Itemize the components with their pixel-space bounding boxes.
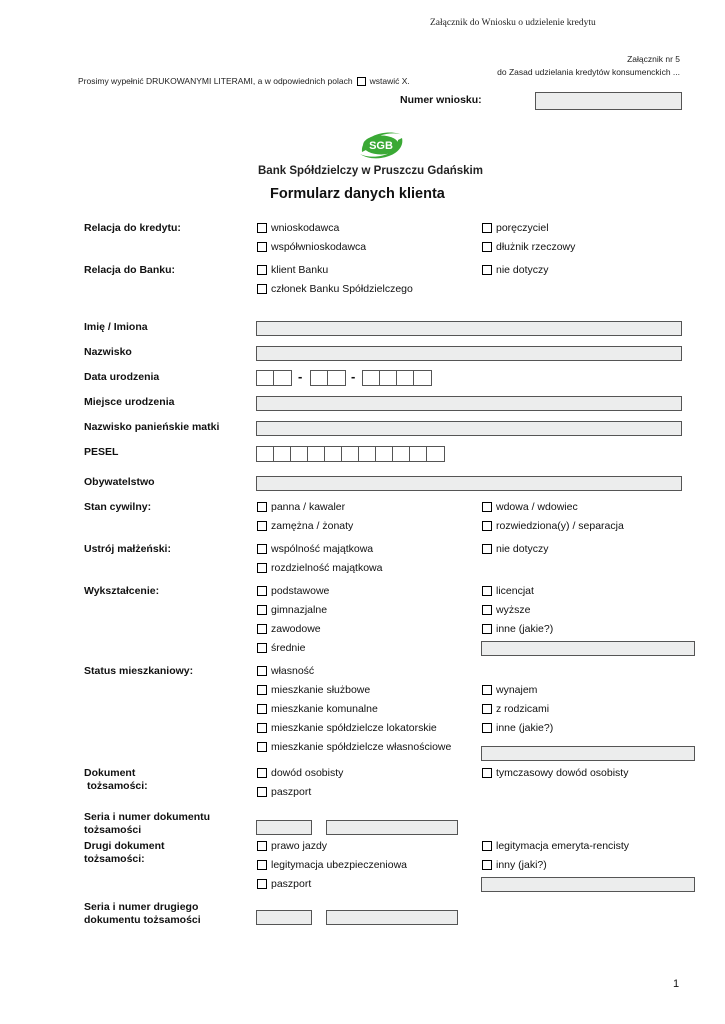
checkbox[interactable] [257, 841, 267, 851]
checkbox[interactable] [482, 841, 492, 851]
option-czlonek-banku[interactable]: członek Banku Spółdzielczego [257, 283, 413, 295]
label-nazwisko: Nazwisko [84, 346, 132, 358]
checkbox[interactable] [257, 586, 267, 596]
checkbox[interactable] [482, 624, 492, 634]
checkbox[interactable] [257, 768, 267, 778]
annex-line: Załącznik do Wniosku o udzielenie kredytu [430, 18, 596, 28]
checkbox[interactable] [257, 544, 267, 554]
label-nazwisko-matki: Nazwisko panieńskie matki [84, 421, 220, 433]
miejsce-urodzenia-field[interactable] [256, 396, 682, 411]
option-paszport[interactable]: paszport [257, 786, 311, 798]
checkbox[interactable] [482, 521, 492, 531]
request-number-label: Numer wniosku: [400, 94, 482, 106]
sgb-logo [352, 124, 412, 171]
checkbox[interactable] [482, 605, 492, 615]
option-zawodowe[interactable]: zawodowe [257, 623, 321, 635]
checkbox[interactable] [257, 284, 267, 294]
label-dokument: Dokument tożsamości: [84, 767, 148, 792]
checkbox[interactable] [257, 502, 267, 512]
inne-wyksztalcenie-field[interactable] [481, 641, 695, 656]
label-ustroj: Ustrój małżeński: [84, 543, 171, 555]
label-status-mieszkaniowy: Status mieszkaniowy: [84, 665, 194, 677]
option-paszport-drugi[interactable]: paszport [257, 878, 311, 890]
annex-rules: do Zasad udzielania kredytów konsumenckich ... [497, 67, 680, 77]
option-wlasnosc[interactable]: własność [257, 665, 314, 677]
date-separator-1: - [298, 369, 303, 384]
checkbox[interactable] [482, 685, 492, 695]
option-legitymacja-emeryta[interactable]: legitymacja emeryta-rencisty [482, 840, 629, 852]
checkbox[interactable] [257, 605, 267, 615]
inny-dokument-field[interactable] [481, 877, 695, 892]
option-panna-kawaler[interactable]: panna / kawaler [257, 501, 345, 513]
seria-drugiego-field[interactable] [256, 910, 312, 925]
checkbox[interactable] [257, 879, 267, 889]
option-klient-banku[interactable]: klient Banku [257, 264, 328, 276]
option-wspolwnioskodawca[interactable]: współwnioskodawca [257, 241, 366, 253]
option-spoldzielcze-wlasnosciowe[interactable]: mieszkanie spółdzielcze własnościowe [257, 741, 451, 753]
imie-field[interactable] [256, 321, 682, 336]
checkbox[interactable] [257, 685, 267, 695]
page-number: 1 [673, 978, 680, 990]
checkbox[interactable] [257, 742, 267, 752]
nazwisko-field[interactable] [256, 346, 682, 361]
option-tymczasowy-dowod[interactable]: tymczasowy dowód osobisty [482, 767, 628, 779]
request-number-field[interactable] [535, 92, 682, 110]
label-miejsce-urodzenia: Miejsce urodzenia [84, 396, 175, 408]
label-obywatelstwo: Obywatelstwo [84, 476, 155, 488]
label-stan-cywilny: Stan cywilny: [84, 501, 152, 513]
label-drugi-dokument: Drugi dokument tożsamości: [84, 840, 165, 865]
checkbox[interactable] [482, 242, 492, 252]
label-data-urodzenia: Data urodzenia [84, 371, 160, 383]
option-poreczyciel[interactable]: poręczyciel [482, 222, 549, 234]
option-prawo-jazdy[interactable]: prawo jazdy [257, 840, 327, 852]
option-srednie[interactable]: średnie [257, 642, 305, 654]
checkbox[interactable] [257, 643, 267, 653]
option-nie-dotyczy-ustroj[interactable]: nie dotyczy [482, 543, 549, 555]
option-rozdzielnosc[interactable]: rozdzielność majątkowa [257, 562, 382, 574]
numer-dokumentu-field[interactable] [326, 820, 458, 835]
option-podstawowe[interactable]: podstawowe [257, 585, 329, 597]
option-rozwiedziona[interactable]: rozwiedziona(y) / separacja [482, 520, 624, 532]
checkbox[interactable] [482, 768, 492, 778]
pesel-cells[interactable] [256, 446, 445, 462]
label-relacja-banku: Relacja do Banku: [84, 264, 176, 276]
birth-year-cells[interactable] [362, 370, 432, 386]
checkbox[interactable] [482, 265, 492, 275]
inne-status-field[interactable] [481, 746, 695, 761]
birth-month-cells[interactable] [310, 370, 346, 386]
option-inny-dokument[interactable]: inny (jaki?) [482, 859, 547, 871]
option-mieszkanie-komunalne[interactable]: mieszkanie komunalne [257, 703, 378, 715]
option-mieszkanie-sluzbowe[interactable]: mieszkanie służbowe [257, 684, 370, 696]
checkbox[interactable] [257, 860, 267, 870]
checkbox[interactable] [257, 563, 267, 573]
option-wspolnosc[interactable]: wspólność majątkowa [257, 543, 373, 555]
checkbox[interactable] [482, 723, 492, 733]
checkbox[interactable] [257, 666, 267, 676]
option-wnioskodawca[interactable]: wnioskodawca [257, 222, 339, 234]
instructions: Prosimy wypełnić DRUKOWANYMI LITERAMI, a w odpowiednich polach wstawić X. [78, 76, 410, 86]
option-wynajem[interactable]: wynajem [482, 684, 537, 696]
birth-day-cells[interactable] [256, 370, 292, 386]
checkbox[interactable] [482, 502, 492, 512]
option-nie-dotyczy-bank[interactable]: nie dotyczy [482, 264, 549, 276]
label-relacja-kredytu: Relacja do kredytu: [84, 222, 181, 234]
label-pesel: PESEL [84, 446, 119, 458]
checkbox[interactable] [257, 624, 267, 634]
logo-text: SGB [369, 140, 393, 152]
checkbox[interactable] [257, 242, 267, 252]
checkbox[interactable] [482, 223, 492, 233]
option-inne-wyksztalcenie[interactable]: inne (jakie?) [482, 623, 553, 635]
checkbox[interactable] [257, 223, 267, 233]
checkbox[interactable] [257, 723, 267, 733]
numer-drugiego-field[interactable] [326, 910, 458, 925]
label-imie: Imię / Imiona [84, 321, 148, 333]
option-legitymacja-ubezpieczeniowa[interactable]: legitymacja ubezpieczeniowa [257, 859, 407, 871]
label-wyksztalcenie: Wykształcenie: [84, 585, 160, 597]
option-spoldzielcze-lokatorskie[interactable]: mieszkanie spółdzielcze lokatorskie [257, 722, 437, 734]
checkbox[interactable] [257, 265, 267, 275]
checkbox[interactable] [482, 544, 492, 554]
option-z-rodzicami[interactable]: z rodzicami [482, 703, 549, 715]
bank-name: Bank Spółdzielczy w Pruszczu Gdańskim [258, 165, 483, 177]
option-inne-status[interactable]: inne (jakie?) [482, 722, 553, 734]
checkbox[interactable] [257, 521, 267, 531]
instruction-checkbox-sample [357, 77, 366, 86]
label-seria-drugiego: Seria i numer drugiego dokumentu tożsamości [84, 901, 201, 926]
label-seria-numer: Seria i numer dokumentu tożsamości [84, 811, 211, 836]
date-separator-2: - [351, 369, 356, 384]
checkbox[interactable] [482, 860, 492, 870]
checkbox[interactable] [257, 787, 267, 797]
option-wyzsze[interactable]: wyższe [482, 604, 530, 616]
option-gimnazjalne[interactable]: gimnazjalne [257, 604, 327, 616]
option-dowod-osobisty[interactable]: dowód osobisty [257, 767, 343, 779]
checkbox[interactable] [482, 586, 492, 596]
option-dluznik-rzeczowy[interactable]: dłużnik rzeczowy [482, 241, 575, 253]
form-title: Formularz danych klienta [270, 186, 445, 202]
checkbox[interactable] [257, 704, 267, 714]
annex-number: Załącznik nr 5 [627, 54, 680, 64]
nazwisko-matki-field[interactable] [256, 421, 682, 436]
option-zamezna-zonaty[interactable]: zamężna / żonaty [257, 520, 353, 532]
obywatelstwo-field[interactable] [256, 476, 682, 491]
checkbox[interactable] [482, 704, 492, 714]
seria-dokumentu-field[interactable] [256, 820, 312, 835]
option-wdowa-wdowiec[interactable]: wdowa / wdowiec [482, 501, 578, 513]
option-licencjat[interactable]: licencjat [482, 585, 534, 597]
